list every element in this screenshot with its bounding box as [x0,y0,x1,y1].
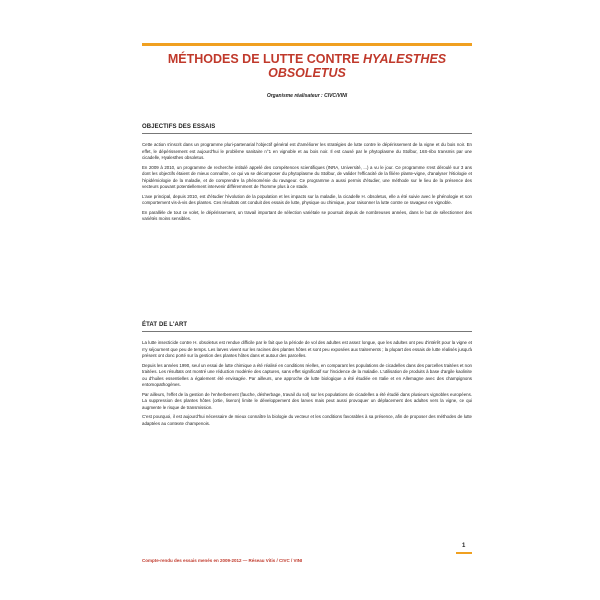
paragraph: L'axe principal, depuis 2010, est d'étudier l'évolution de la population et les impacts sur la maladie, la cicadelle H. obsoletus, elle a été suivie avec le phénologie et son comportement vis-à-vis des plantes. Ces résultats ont conduit des essais de lutte, physique ou chimique, pour raisonner la lutte contre ce ravageur en vignoble. [142,193,472,205]
paragraph: Depuis les années 1990, seul un essai de lutte chimique a été réalisé en conditions réelles, en comparant les populations de cicadelles dans des parcelles traitées et non traitées. Les résultats ont montré une réduction modérée des captures, sans effet significatif sur l'incidence de la maladie. L'utilisation de produits à base d'argile kaolinite ou d'huiles essentielles a également été envisagée. Par ailleurs, une approche de lutte biologique a été étudiée en Italie et en Allemagne avec des champignons entomopathogènes. [142,362,472,387]
page-number-bar [456,552,472,554]
section-heading-etat-de-l-art [142,322,472,328]
paragraph: C'est pourquoi, il est aujourd'hui nécessaire de mieux connaître la biologie du vecteur et les conditions favorables à sa présence, afin de proposer des méthodes de lutte adaptées au contexte champenois. [142,414,472,426]
organizer-line: Organisme réalisateur : CIVC/VINI [266,93,348,99]
page-number: 1 [462,543,466,549]
paragraph: Par ailleurs, l'effet de la gestion de l'enherbement (fauche, désherbage, travail du sol) sur les populations de cicadelles a été étudié dans plusieurs vignobles européens. La suppression des plantes hôtes (ortie, liseron) limite le développement des larves mais peut aussi provoquer un déplacement des adultes vers la vigne, ce qui augmente le risque de transmission. [142,391,472,410]
section-body-etat-de-l-art [142,340,472,430]
paragraph: En parallèle de tout ce volet, le dépérissement, un travail important de sélection variétale se poursuit depuis de nombreuses années, dans le but de sélectionner des variétés moins sensibles. [142,209,472,221]
paragraph: En 2009 à 2010, un programme de recherche intitulé appelé des compétences scientifiques (INRA, Université, ...) a vu le jour. Ce programme s'est déroulé sur 3 ans dont les objectifs étaient de mieux connaître, ce qui va se décomposer du phytoplasme du Stolbur, de valider l'efficacité de la filière plante-vigne, d'analyser l'étiologie et l'épidémiologie de la maladie, et de comprendre la phénoménie du ravageur. Ce programme a aussi permis d'étudier, une méthode sur le lieu de la présence des vecteurs pouvant potentiellement intervenir différemment de l'homme plus à ce stade. [142,164,472,189]
document-title [142,52,472,80]
paragraph: Cette action s'inscrit dans un programme pluri-partenarial l'objectif général est d'améliorer les stratégies de lutte contre le dépérissement de la vigne et du bois noir. En effet, le dépérissement est aujourd'hui le problème sanitaire n°1 en vignoble et au bois noir. Il est causé par le phytoplasme du Stolbur, 16S-ribo transmis par une cicadelle, Hyalesthes obsoletus. [142,142,472,160]
section-rule [142,133,472,134]
section-body-objectifs [142,142,472,226]
title-line-1: MÉTHODES DE LUTTE CONTRE [167,52,360,66]
title-italic: HYALESTHES [363,52,447,66]
title-line-2: OBSOLETUS [268,66,346,80]
section-heading-text: ÉTAT DE L'ART [142,322,188,328]
section-heading-objectifs [142,124,472,130]
section-rule [142,331,472,332]
section-heading-text: OBJECTIFS DES ESSAIS [142,124,216,130]
header-rule [142,43,472,46]
page-footer: Compte-rendu des essais menés en 2009-2012 — Réseau Vitis / CIVC / VINI [142,558,303,563]
paragraph: La lutte insecticide contre H. obsoletus est rendue difficile par le fait que la période de vol des adultes est assez longue, que les adultes ont peu d'intérêt pour la vigne et n'y séjournent que peu de temps. Les larves vivent sur les racines des plantes hôtes et sont peu exposées aux traitements ; la plupart des essais de lutte réalisés jusqu'à présent ont donc porté sur la gestion des plantes hôtes dans et autour des parcelles. [142,340,472,358]
